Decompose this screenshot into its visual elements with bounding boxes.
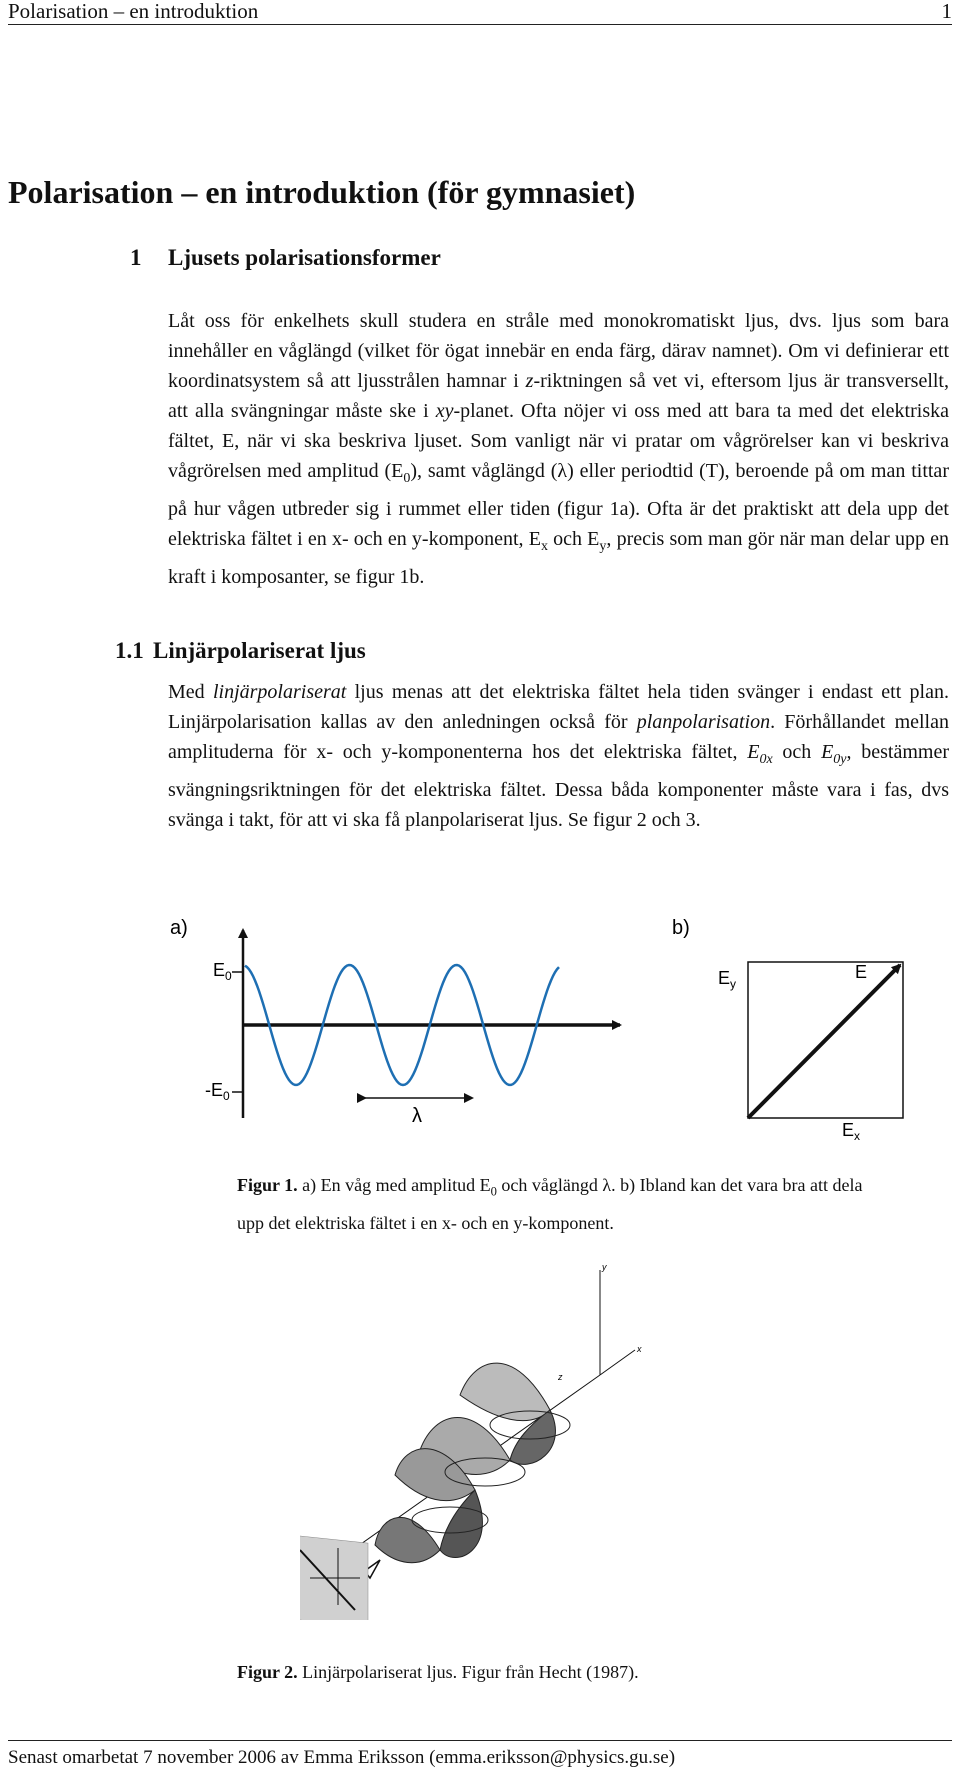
text-run: xy (435, 400, 454, 422)
text-run: planpolarisation (636, 711, 771, 733)
wave-lobes (375, 1363, 570, 1563)
text-run: 0 (490, 1184, 497, 1199)
text-run: . Förhållandet mellan amplituderna för x- och y-komponenterna hos det elektriska fältet, (168, 711, 949, 763)
section-heading-1 (130, 243, 441, 273)
section-number: 1.1 (115, 638, 144, 663)
text-run: z (525, 370, 534, 392)
page-header (8, 0, 952, 25)
ex-label: $E_x$ (842, 1120, 861, 1140)
section-heading-1-1 (115, 636, 366, 666)
figure-2 (300, 1260, 700, 1620)
e-label: E (855, 962, 868, 982)
text-run: 0y (833, 752, 847, 767)
text-run: linjärpolariserat (212, 681, 347, 703)
text-run: ), samt våglängd (λ) eller periodtid (T), beroende på om man tittar på hur vågen utbreder sig i rummet eller tiden (figur 1a). Ofta är det praktiskt att dela upp det elektriska fältet i en x- och en y-komponent, E (168, 460, 949, 550)
text-run: Med (168, 681, 213, 703)
figure-2-caption (237, 1657, 869, 1688)
running-title: Polarisation – en introduktion (8, 0, 259, 23)
text-run: 0x (759, 752, 773, 767)
text-run: E (747, 741, 760, 763)
panel-a-label: a) (170, 917, 188, 939)
page-number: 1 (941, 0, 952, 23)
caption-label: Figur 1. (237, 1175, 298, 1195)
paragraph-section-1 (168, 306, 949, 592)
wavelength-label: λ (412, 1105, 422, 1127)
polarizer-screen (300, 1535, 368, 1620)
field-vector (748, 965, 900, 1118)
text-run: , bestämmer svängningsriktningen för det elektriska fältet. Dessa båda komponenter måste vara i fas, dvs svänga i takt, för att vi ska få planpolariserat ljus. Se figur 2 och 3. (168, 741, 949, 831)
section-title: Ljusets polarisationsformer (168, 245, 441, 270)
section-number: 1 (130, 245, 142, 270)
text-run: E (821, 741, 834, 763)
text-run: Låt oss för enkelhets skull studera en stråle med monokromatiskt ljus, dvs. ljus som bara innehåller en våglängd (vilket för ögat innebär en enda färg, därav namnet). Om vi definierar ett koordinatsystem så att ljusstrålen hamnar i (168, 310, 949, 392)
panel-b-label: b) (672, 917, 690, 939)
text-run: 0 (403, 471, 411, 486)
text-run: ljus menas att det elektriska fältet hela tiden svänger i endast ett plan. Linjärpolarisation kallas av den anledningen också för (168, 681, 949, 733)
text-run: y (599, 539, 607, 554)
z-axis-label: z (558, 1372, 563, 1382)
text-run: och (772, 741, 822, 763)
text-run: , precis som man gör när man delar upp en kraft i komposanter, se figur 1b. (168, 528, 949, 588)
x-axis-line (600, 1350, 635, 1375)
text-run: x (540, 539, 548, 554)
section-title: Linjärpolariserat ljus (153, 638, 366, 663)
y-axis-label: y (602, 1262, 607, 1272)
negative-amplitude-label: $-E_0$ (205, 1080, 230, 1103)
figure-1-caption (237, 1170, 869, 1239)
x-axis-label: x (637, 1344, 642, 1354)
document-title: Polarisation – en introduktion (för gymnasiet) (8, 174, 636, 210)
text-run: och E (547, 528, 600, 550)
text-run: -planet. Ofta nöjer vi oss med att bara ta med det elektriska fältet, E, när vi ska beskriva ljuset. Som vanligt när vi pratar om vågrörelser kan vi beskriva vågrörelsen med amplitud (E (168, 400, 949, 482)
caption-label: Figur 2. (237, 1662, 298, 1682)
text-run: -riktningen så vet vi, eftersom ljus är transversellt, att alla svängningar måste ske i (168, 370, 949, 422)
text-run: och våglängd λ. b) Ibland kan det vara bra att dela upp det elektriska fältet i en x- och en y-komponent. (237, 1175, 863, 1233)
text-run: a) En våg med amplitud E (297, 1175, 491, 1195)
ey-label: $E_y$ (718, 968, 737, 991)
amplitude-label: $E_0$ (213, 960, 232, 983)
figure-1 (0, 900, 960, 1140)
page-footer: Senast omarbetat 7 november 2006 av Emma Eriksson (emma.eriksson@physics.gu.se) (8, 1740, 952, 1771)
paragraph-section-1-1 (168, 677, 949, 835)
text-run: Linjärpolariserat ljus. Figur från Hecht (1987). (297, 1662, 639, 1682)
